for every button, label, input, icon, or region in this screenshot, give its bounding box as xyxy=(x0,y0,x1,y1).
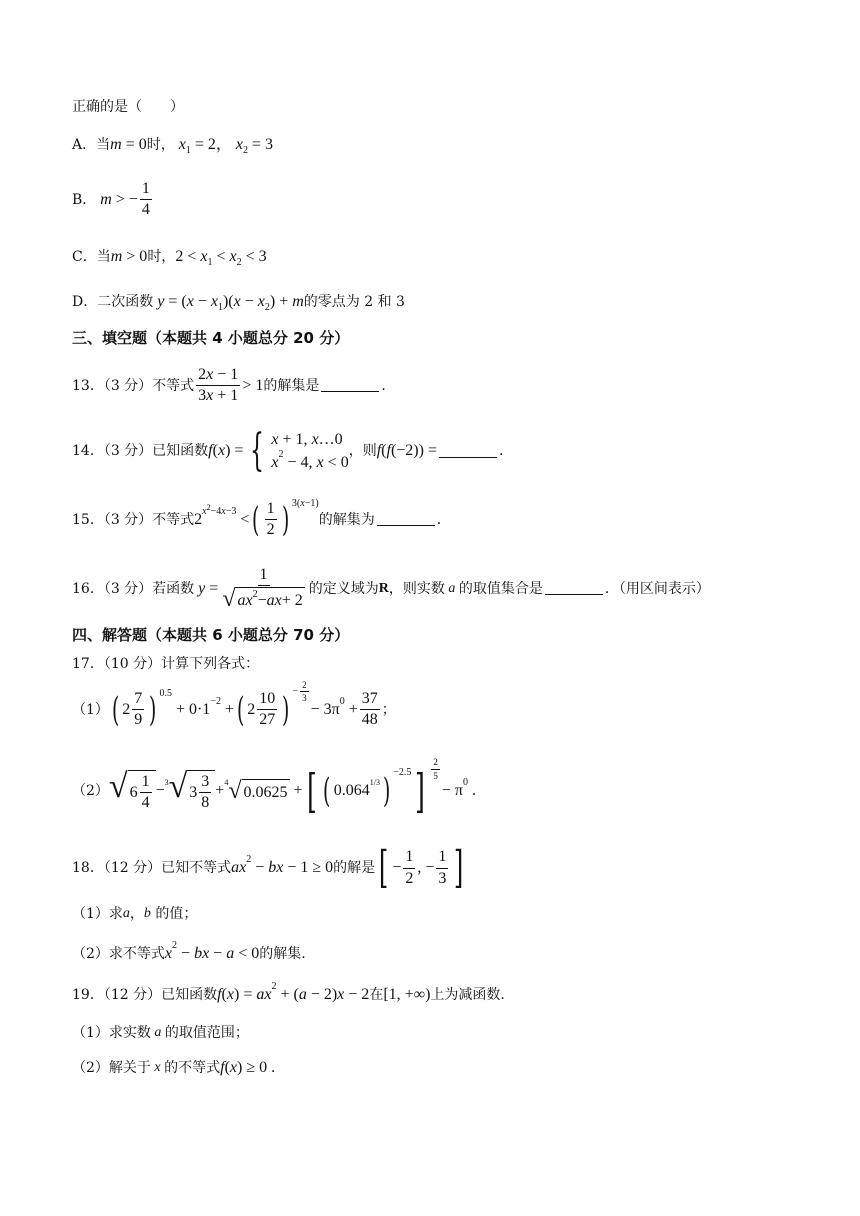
q17-p2-root4: √ 0.0625 xyxy=(228,778,288,804)
option-d-math: $y = (x - x_1)(x - x_2) + m$ xyxy=(157,293,304,313)
q18-p2-text: （2）求不等式 xyxy=(72,946,165,962)
q14-cases: x + 1, x…0 $x^2 - 4$, x < 0 xyxy=(271,431,349,472)
q19-part-1: （1）求实数 a 的取值范围； xyxy=(72,1025,249,1041)
q14-stem: 14．（3 分）已知函数 xyxy=(72,443,209,460)
q14-left-brace: { xyxy=(250,425,265,477)
q17-p1-term4: − $3\pi^0$ + xyxy=(310,695,358,718)
q19-mid: 在 xyxy=(369,987,384,1003)
option-a-math1: m = 0 xyxy=(110,136,147,153)
q14-mid: ，则 xyxy=(348,443,377,460)
question-16: 16．（3 分）若函数 y = 1 √ ax 2 − ax + 2 的定义域为 R ，则实数 a 的取值集合是 ．（用区间表示） xyxy=(72,566,710,613)
q19-p1-text: （1）求实数 xyxy=(72,1025,151,1041)
q15-end: . xyxy=(436,511,442,528)
q17-p2-paren-l: ( xyxy=(323,771,331,811)
q17-part-1 xyxy=(72,680,396,730)
option-a-label: A．当 xyxy=(72,137,111,153)
option-c-label: C．当 xyxy=(72,249,111,265)
q16-y: y = xyxy=(198,579,219,597)
section-3-title xyxy=(72,331,349,346)
q15-right-paren: ) xyxy=(281,499,289,540)
option-d-label: D．二次函数 xyxy=(72,294,154,310)
q18-p2-ineq: $x^2$ − bx − a < 0 xyxy=(164,940,260,962)
q12-option-b xyxy=(72,180,154,220)
q14-blank xyxy=(439,445,497,458)
q15-fraction: $\frac{1}{2}$ xyxy=(266,500,275,539)
q17-p1-exp2: − $\frac{2}{3}$ xyxy=(292,680,307,704)
option-b-label: B． xyxy=(72,191,97,208)
q12-option-a xyxy=(72,136,273,156)
q12-option-d xyxy=(72,293,405,313)
q17-p2-bracket-r: ] xyxy=(415,764,426,818)
q17-p2-inner: $0.064^{1/3}$ xyxy=(333,778,380,799)
q13-tail: 的解集是 xyxy=(263,377,320,394)
q15-exponent: 3(x−1) xyxy=(291,497,319,509)
q17-p1-end: ； xyxy=(381,701,396,718)
q16-blank xyxy=(545,582,603,595)
q15-tail: 的解集为 xyxy=(318,511,375,528)
q14-query: f(f(−2)) = xyxy=(376,442,437,460)
q17-p1-exp1: 0.5 xyxy=(159,687,172,699)
q17-p1-paren-l: ( xyxy=(111,689,120,730)
q18-bracket-r: ] xyxy=(454,842,464,893)
question-18 xyxy=(72,842,468,893)
q16-fraction: 1 √ ax 2 − ax + 2 xyxy=(222,566,303,613)
option-c-math2: $2 < x_1 < x_2 < 3$ xyxy=(175,248,267,268)
q18-part-1: （1）求 a ， b 的值； xyxy=(72,906,198,922)
q17-p1-paren2-r: ) xyxy=(282,689,290,730)
option-a-math2: $x_1 = 2$， $x_2 = 3$ xyxy=(178,136,273,156)
q19-p2-text: （2）解关于 xyxy=(72,1060,151,1076)
q15-blank xyxy=(377,513,435,526)
q18-stem: 18．（12 分）已知不等式 xyxy=(72,860,232,876)
q19-p1-tail: 的取值范围； xyxy=(164,1025,249,1041)
q19-func: $f(x) = ax^2 + (a - 2)x - 2$ xyxy=(217,981,370,1003)
q17-part-2 xyxy=(72,757,476,818)
q16-sqrt: √ ax 2 − ax + 2 xyxy=(222,586,303,613)
q13-stem: 13．（3 分）不等式 xyxy=(72,377,195,394)
q16-tail1: 的定义域为 xyxy=(308,580,379,597)
q17-p2-tail: − $\pi^0$ . xyxy=(441,777,476,799)
q18-p2-tail: 的解集. xyxy=(259,946,306,962)
q15-stem: 15．（3 分）不等式 xyxy=(72,511,195,528)
question-14 xyxy=(72,425,504,477)
q19-interval: [1, +∞) xyxy=(383,986,431,1003)
question-15 xyxy=(72,497,442,540)
option-b-math: m > − xyxy=(100,190,138,208)
q16-end: ．（用区间表示） xyxy=(604,580,710,597)
q16-tail2: ，则实数 xyxy=(388,580,445,597)
q18-sep: , − xyxy=(417,859,435,876)
q17-p2-exp2: $\frac{2}{5}$ xyxy=(433,757,438,781)
q15-lhs: $2^{x^2-4x-3}$ < xyxy=(194,502,250,528)
q19-p2-tail: 的不等式 xyxy=(164,1060,221,1076)
q13-fraction: $\frac{2x - 1}{3x + 1}$ xyxy=(198,366,239,405)
option-c-mid: 时， xyxy=(147,249,176,265)
q17-p1-frac3: $\frac{37}{48}$ xyxy=(361,690,378,729)
q18-part-2 xyxy=(72,940,306,962)
option-c-math1: m > 0 xyxy=(110,248,148,265)
q13-end: . xyxy=(381,377,386,394)
q17-p1-term2: + $0\cdot 1^{-2}$ + xyxy=(171,695,234,718)
q18-frac1: $\frac{1}{2}$ xyxy=(405,848,414,887)
q14-end: . xyxy=(498,443,504,460)
section-4-title-text: 四、解答题（本题共 6 小题总分 70 分） xyxy=(72,626,350,644)
q17-p1-mixed2: 2 xyxy=(247,700,256,718)
q17-p2-sqrt1: √ 6 $\frac{1}{4}$ xyxy=(109,770,156,813)
q17-p2-plus2: + xyxy=(289,782,303,799)
q19-part-2: （2）解关于 x 的不等式 f(x) ≥ 0 . xyxy=(72,1059,276,1076)
question-13 xyxy=(72,366,386,406)
q17-stem: 17．（10 分）计算下列各式： xyxy=(72,656,260,672)
q17-p2-label: （2） xyxy=(72,783,109,799)
q17-p1-paren2-l: ( xyxy=(236,689,245,730)
q17-p1-label: （1） xyxy=(72,701,109,718)
q17-p1-frac1: $\frac{7}{9}$ xyxy=(134,690,143,729)
q17-p2-plus: +$^4$ xyxy=(215,778,229,799)
q17-p1-mixed1: 2 xyxy=(122,700,131,718)
q18-ineq: $ax^2$ − bx − 1 ≥ 0 xyxy=(231,854,334,876)
q15-left-paren: ( xyxy=(252,499,260,540)
q17-p1-frac2: $\frac{10}{27}$ xyxy=(259,690,276,729)
q17-p2-minus: −$^3$ xyxy=(155,778,169,799)
q16-stem: 16．（3 分）若函数 xyxy=(72,580,195,597)
q18-p1-tail: 的值； xyxy=(155,906,198,922)
q18-mid: 的解是 xyxy=(333,860,376,876)
q14-func: f(x) = xyxy=(208,442,244,460)
q16-tail3: 的取值集合是 xyxy=(458,580,543,597)
q17-p2-exp1: −2.5 xyxy=(393,767,412,778)
q17-p2-cbrt: √ 3 $\frac{3}{8}$ xyxy=(169,770,216,813)
option-b-fraction: $\frac{1}{4}$ xyxy=(141,180,150,219)
q19-p2-ineq: f(x) ≥ 0 . xyxy=(220,1059,276,1076)
q17-p2-bracket-l: [ xyxy=(306,764,317,818)
q19-stem: 19．（12 分）已知函数 xyxy=(72,987,218,1003)
q12-option-c xyxy=(72,248,267,268)
q12-tail-text: 正确的是（ ） xyxy=(72,99,184,115)
section-4-title xyxy=(72,628,349,643)
q17-p1-paren-r: ) xyxy=(149,689,157,730)
q16-domain-R: R xyxy=(378,580,389,596)
q18-frac2: $\frac{1}{3}$ xyxy=(438,848,447,887)
q13-blank xyxy=(321,379,379,392)
question-17 xyxy=(72,657,259,671)
q18-p1-text: （1）求 xyxy=(72,906,123,922)
option-d-tail: 的零点为 2 和 3 xyxy=(303,294,405,310)
q13-rel: > 1 xyxy=(242,376,264,394)
q18-bracket-l: [ xyxy=(379,842,389,893)
q17-p2-paren-r: ) xyxy=(382,771,391,811)
question-19 xyxy=(72,981,505,1003)
q19-tail: 上为减函数. xyxy=(430,987,505,1003)
q18-minus1: − xyxy=(392,859,402,876)
option-a-mid: 时， xyxy=(146,137,175,153)
section-3-title-text: 三、填空题（本题共 4 小题总分 20 分） xyxy=(72,329,350,347)
q12-tail xyxy=(72,100,184,114)
